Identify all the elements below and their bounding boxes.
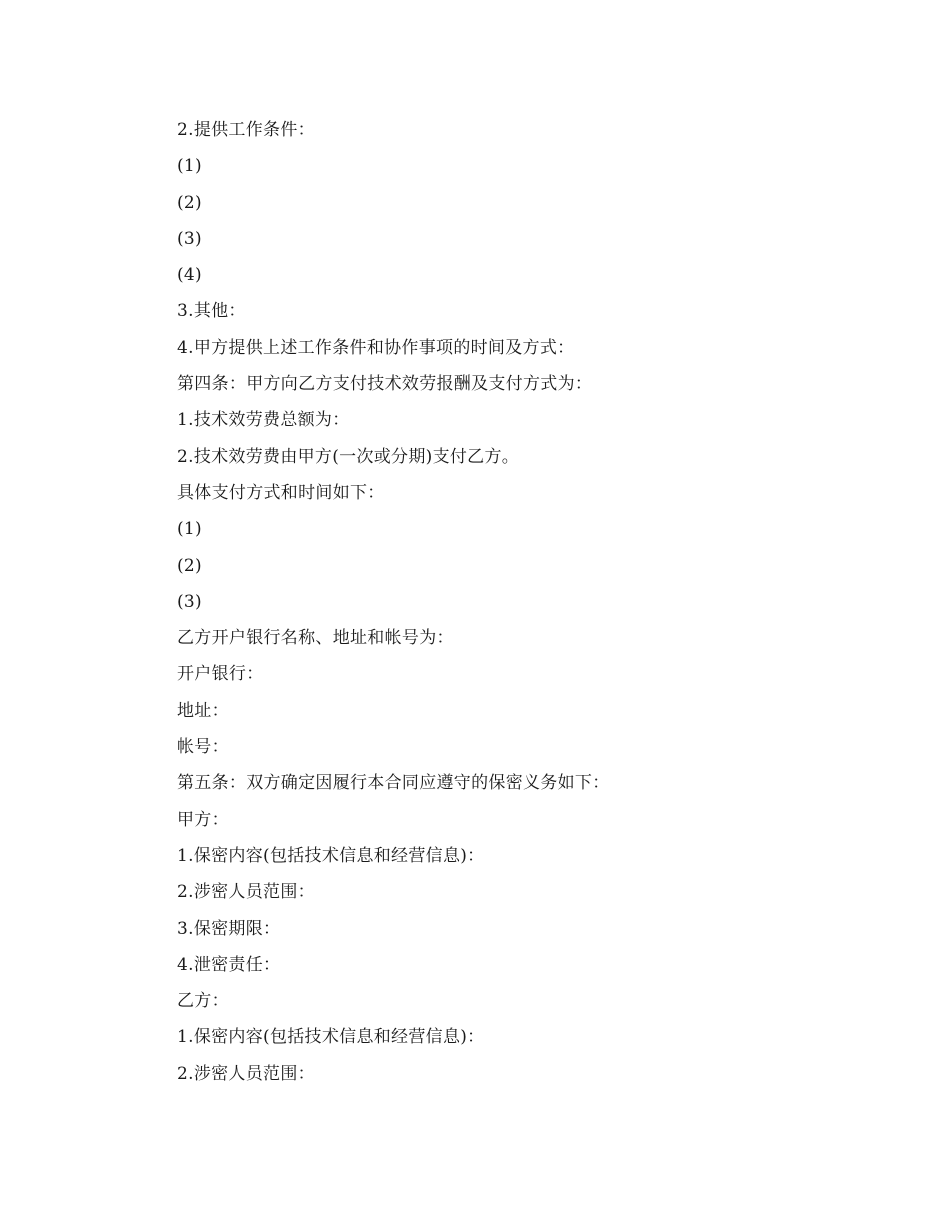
party-a-heading: 甲方： xyxy=(177,809,229,830)
list-item: (4) xyxy=(177,265,202,286)
party-a-confidential-period: 3.保密期限： xyxy=(177,918,281,939)
list-item: (1) xyxy=(177,519,202,540)
party-a-personnel-scope: 2.涉密人员范围： xyxy=(177,882,315,903)
party-b-personnel-scope: 2.涉密人员范围： xyxy=(177,1063,315,1084)
party-b-confidential-content: 1.保密内容(包括技术信息和经营信息)： xyxy=(177,1027,485,1048)
list-item: (2) xyxy=(177,555,202,576)
document-body xyxy=(177,112,877,1092)
list-item: (3) xyxy=(177,228,202,249)
party-a-leak-liability: 4.泄密责任： xyxy=(177,954,281,975)
clause-total-fee: 1.技术效劳费总额为： xyxy=(177,410,350,431)
clause-work-conditions: 2.提供工作条件： xyxy=(177,120,315,140)
article-five-heading: 第五条：双方确定因履行本合同应遵守的保密义务如下： xyxy=(177,773,610,794)
list-item: (3) xyxy=(177,591,202,612)
bank-account-field: 帐号： xyxy=(177,737,229,758)
bank-address-field: 地址： xyxy=(177,700,229,721)
clause-payment: 2.技术效劳费由甲方(一次或分期)支付乙方。 xyxy=(177,446,520,467)
article-four-heading: 第四条：甲方向乙方支付技术效劳报酬及支付方式为： xyxy=(177,374,593,395)
bank-name-field: 开户银行： xyxy=(177,664,264,685)
list-item: (2) xyxy=(177,192,202,213)
list-item: (1) xyxy=(177,156,202,177)
clause-time-and-method: 4.甲方提供上述工作条件和协作事项的时间及方式： xyxy=(177,337,575,358)
clause-other: 3.其他： xyxy=(177,301,246,322)
party-b-heading: 乙方： xyxy=(177,991,229,1012)
clause-payment-details: 具体支付方式和时间如下： xyxy=(177,482,385,503)
bank-info-heading: 乙方开户银行名称、地址和帐号为： xyxy=(177,628,454,649)
party-a-confidential-content: 1.保密内容(包括技术信息和经营信息)： xyxy=(177,845,485,866)
